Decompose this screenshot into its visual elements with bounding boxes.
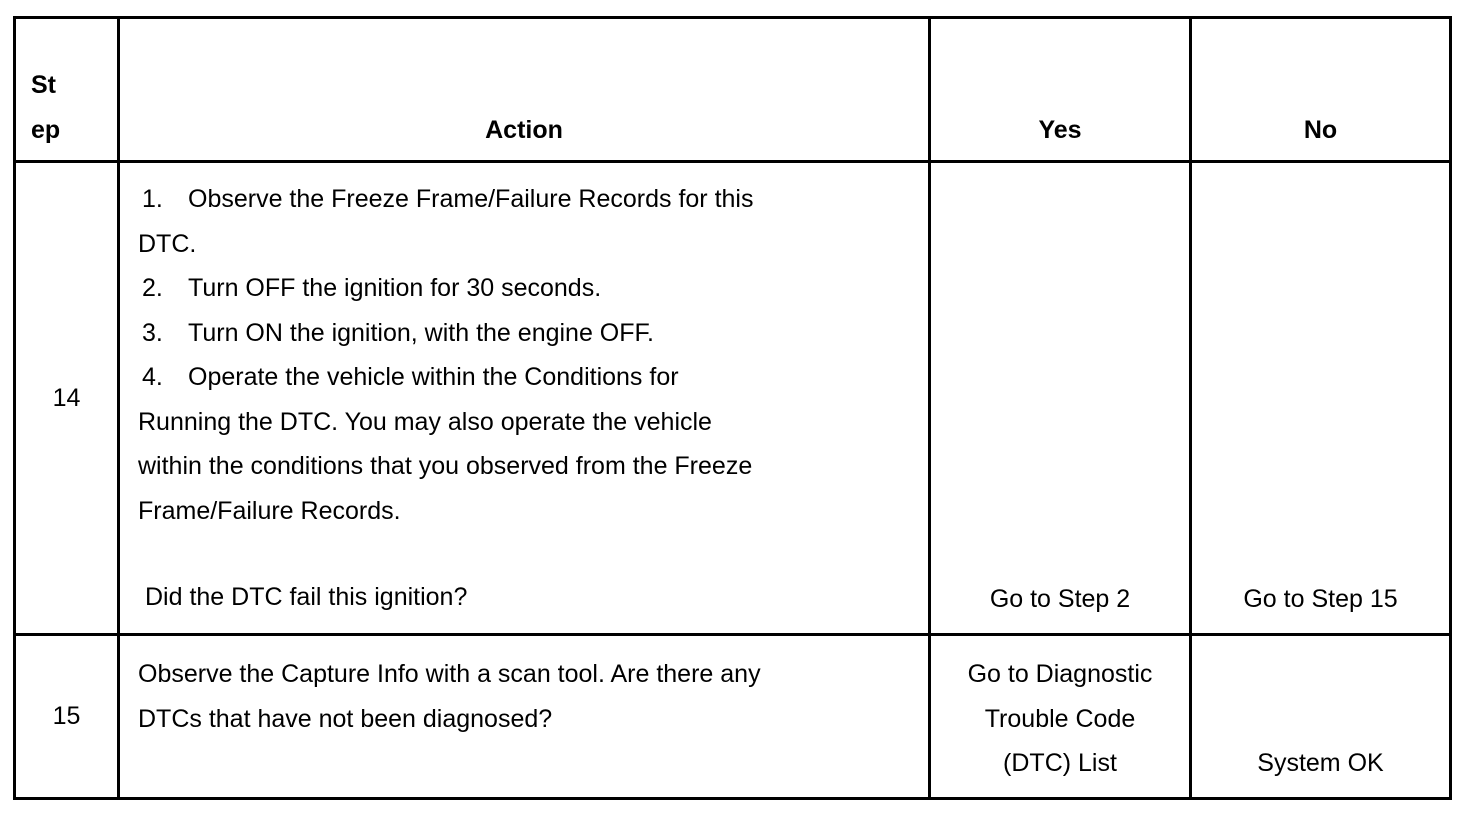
table-row <box>15 635 1451 799</box>
action-line: 4. Operate the vehicle within the Conditions for <box>142 363 679 391</box>
action-cell <box>119 162 930 635</box>
table-row <box>15 162 1451 635</box>
action-line: Running the DTC. You may also operate the vehicle <box>138 407 712 436</box>
yes-result: Go to Step 2 <box>930 162 1191 635</box>
no-result: Go to Step 15 <box>1191 162 1451 635</box>
header-step: St ep <box>15 18 119 162</box>
action-line: DTC. <box>138 229 197 258</box>
action-line: Frame/Failure Records. <box>138 496 401 525</box>
action-line: 2. Turn OFF the ignition for 30 seconds. <box>142 274 602 302</box>
action-line: within the conditions that you observed from the Freeze <box>138 452 753 480</box>
action-line: Observe the Capture Info with a scan tool. Are there any <box>138 660 761 688</box>
action-line: DTCs that have not been diagnosed? <box>138 704 553 733</box>
header-yes: Yes <box>930 18 1191 162</box>
table-header-row <box>15 18 1451 162</box>
no-result: System OK <box>1191 635 1451 799</box>
header-action: Action <box>119 18 930 162</box>
header-no: No <box>1191 18 1451 162</box>
step-number: 15 <box>15 635 119 799</box>
action-line: 1. Observe the Freeze Frame/Failure Records for this <box>142 185 754 213</box>
diagnostic-step-table <box>13 16 1452 800</box>
yes-result: Go to Diagnostic Trouble Code (DTC) List <box>930 635 1191 799</box>
action-line: 3. Turn ON the ignition, with the engine OFF. <box>142 318 654 347</box>
action-question: Did the DTC fail this ignition? <box>145 583 468 611</box>
action-cell <box>119 635 930 799</box>
step-number: 14 <box>15 162 119 635</box>
